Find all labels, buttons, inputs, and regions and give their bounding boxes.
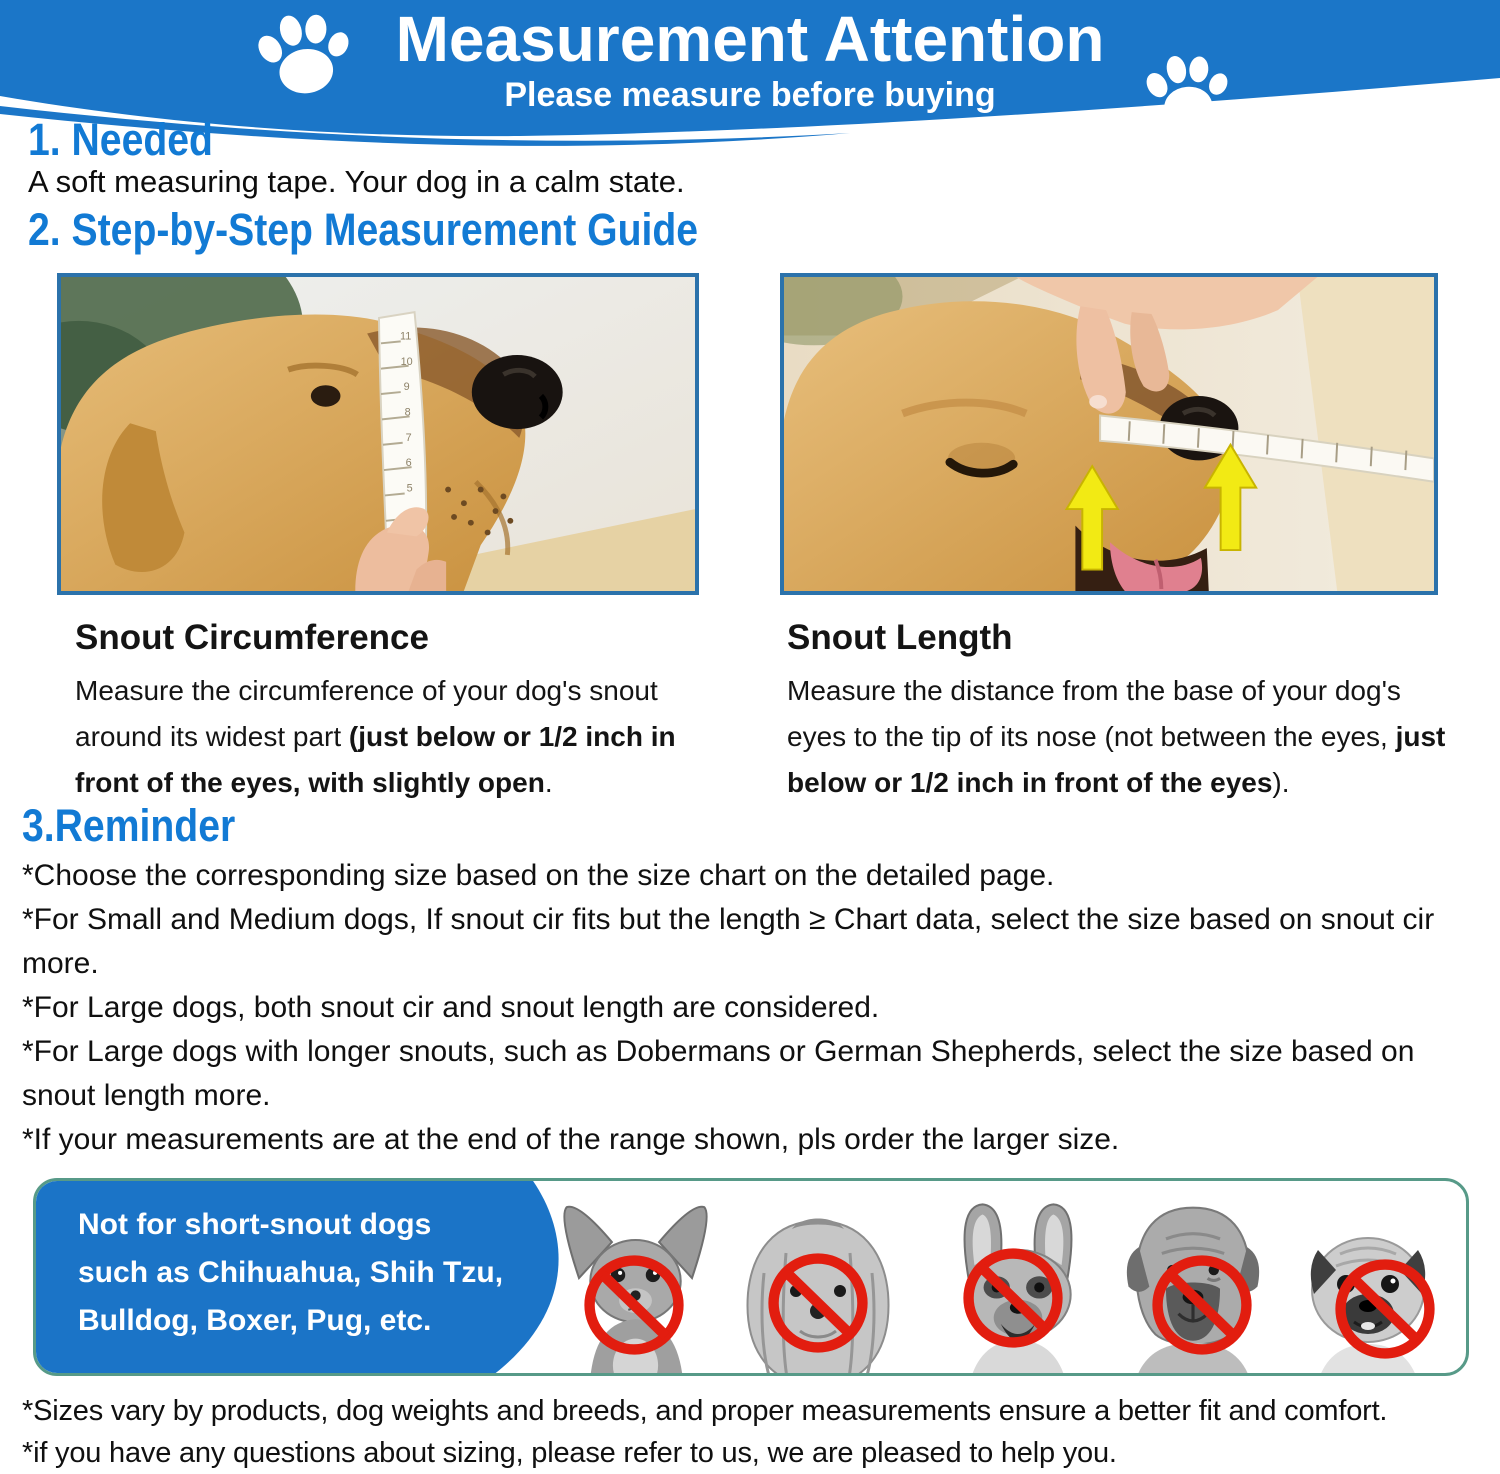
section-heading-reminder: 3.Reminder <box>22 800 236 851</box>
page-subtitle: Please measure before buying <box>504 76 996 114</box>
reminder-item: *For Small and Medium dogs, If snout cir fits but the length ≥ Chart data, select the size based on snout cir more. <box>22 903 1435 980</box>
svg-text:11: 11 <box>400 330 412 343</box>
step-text: Measure the distance from the base of your dog's eyes to the tip of its nose (not between the eyes, just below or 1/2 inch in front of the eyes). <box>787 675 1446 798</box>
dog-shih-tzu-photo <box>733 1213 903 1376</box>
dog-pug-photo <box>1288 1207 1448 1376</box>
svg-text:5: 5 <box>406 482 413 495</box>
reminder-item: *For Large dogs, both snout cir and snout length are considered. <box>22 991 880 1024</box>
no-symbol-icon <box>961 1246 1065 1350</box>
step-title: Snout Length <box>787 618 1013 657</box>
no-symbol-icon <box>1333 1257 1437 1361</box>
footnotes <box>22 1390 1492 1474</box>
reminder-list <box>22 854 1480 1162</box>
step-title: Snout Circumference <box>75 618 429 657</box>
step-text: Measure the circumference of your dog's snout around its widest part (just below or 1/2 inch in front of the eyes, with slightly open. <box>75 675 676 798</box>
page-title: Measurement Attention <box>395 3 1105 75</box>
no-symbol-icon <box>766 1251 870 1355</box>
dog-mastiff-photo <box>1114 1197 1272 1376</box>
snout-circumference-photo <box>57 273 699 595</box>
reminder-item: *For Large dogs with longer snouts, such as Dobermans or German Shepherds, select the size based on snout length more. <box>22 1035 1415 1112</box>
footnote: *if you have any questions about sizing, please refer to us, we are pleased to help you. <box>22 1437 1117 1469</box>
svg-text:9: 9 <box>403 381 410 394</box>
snout-circumference-illustration <box>61 277 695 591</box>
dog-chihuahua-photo <box>558 1201 713 1376</box>
no-symbol-icon <box>582 1253 686 1357</box>
not-for-short-snout-box <box>33 1178 1469 1376</box>
step-caption-length <box>787 618 1455 806</box>
reminder-item: *Choose the corresponding size based on the size chart on the detailed page. <box>22 859 1055 892</box>
no-symbol-icon <box>1150 1253 1254 1357</box>
reminder-item: *If your measurements are at the end of the range shown, pls order the larger size. <box>22 1123 1120 1156</box>
needed-body: A soft measuring tape. Your dog in a calm state. <box>28 164 685 199</box>
snout-length-illustration <box>784 277 1434 591</box>
svg-text:6: 6 <box>405 457 412 470</box>
svg-text:8: 8 <box>404 406 411 419</box>
svg-text:7: 7 <box>405 431 412 444</box>
step-caption-circumference <box>75 618 727 806</box>
section-heading-guide: 2. Step-by-Step Measurement Guide <box>28 204 699 255</box>
snout-length-photo <box>780 273 1438 595</box>
svg-text:10: 10 <box>400 355 413 368</box>
footnote: *Sizes vary by products, dog weights and breeds, and proper measurements ensure a better fit and comfort. <box>22 1395 1388 1427</box>
section-heading-needed: 1. Needed <box>28 114 213 165</box>
not-for-text: Not for short-snout dogs such as Chihuahua, Shih Tzu, Bulldog, Boxer, Pug, etc. <box>78 1208 504 1337</box>
dog-french-bulldog-photo <box>938 1197 1098 1376</box>
